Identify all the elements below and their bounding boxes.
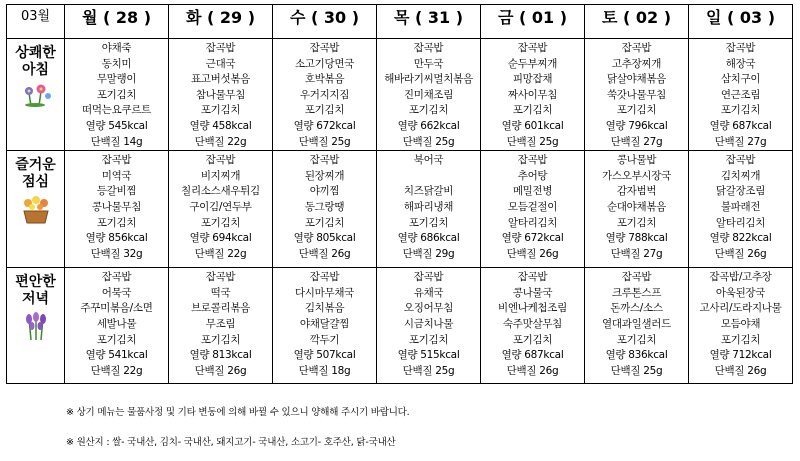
menu-item: 알타리김치 [507,216,558,229]
menu-item: 포기김치 [616,104,657,117]
calorie-value: 열량 601kcal [501,119,564,132]
menu-item [377,169,480,185]
menu-item: 잡곡밥 [101,154,132,167]
protein-value: 단백질 29g [402,247,455,260]
calorie-value: 열량 662kcal [397,119,460,132]
menu-cell [65,268,169,384]
menu-item: 포기김치 [200,216,241,229]
protein-value: 단백질 26g [506,247,559,260]
menu-item: 모듬겉절이 [507,200,558,213]
menu-item: 포기김치 [96,216,137,229]
flower-pot-icon [7,195,64,229]
day-header-sun: 일 ( 03 ) [689,5,793,39]
menu-item: 포기김치 [512,333,553,346]
protein-value: 단백질 25g [402,364,455,377]
meal-label-line: 아침 [21,62,50,78]
menu-item: 구이김/연두부 [189,200,252,213]
menu-item: 포기김치 [408,333,449,346]
menu-item: 포기김치 [408,104,449,117]
menu-item: 포기김치 [512,104,553,117]
menu-item: 메밀전병 [512,185,553,198]
header-row [7,5,793,39]
menu-item: 주꾸미볶음/소면 [80,302,153,315]
menu-cell [689,39,793,151]
menu-item: 불파래전 [720,200,761,213]
menu-cell [585,39,689,151]
menu-item: 콩나물국 [512,286,553,299]
menu-item: 야채죽 [101,42,132,54]
calorie-value: 열량 694kcal [189,232,252,245]
menu-cell [273,39,377,151]
menu-item: 비엔나케첩조림 [498,302,567,315]
calorie-value: 열량 836kcal [605,349,668,362]
menu-item: 우거지지짐 [299,88,350,101]
protein-value: 단백질 27g [714,135,767,148]
menu-item: 유채국 [413,286,444,299]
menu-cell [273,151,377,268]
menu-cell [585,268,689,384]
protein-value: 단백질 27g [610,247,663,260]
menu-item: 잡곡밥 [517,42,548,54]
protein-value: 단백질 26g [194,364,247,377]
menu-item: 잡곡밥 [621,42,652,54]
menu-item: 가스오부시장국 [602,169,671,182]
meal-label-line: 점심 [21,174,50,191]
meal-label-cell [7,268,65,384]
meal-label-cell [7,151,65,268]
calorie-value: 열량 515kcal [397,349,460,362]
menu-item: 콩나물무침 [91,200,142,213]
menu-item: 잡곡밥 [309,154,340,167]
menu-item: 야채달걀찜 [299,317,350,330]
origin-note: ※ 원산지 : 쌀- 국내산, 김치- 국내산, 돼지고기- 국내산, 소고기- 호주산, 닭-국내산 [66,437,396,448]
meal-row-2 [7,151,793,268]
protein-value: 단백질 25g [610,364,663,377]
menu-item: 알타리김치 [715,216,766,229]
protein-value: 단백질 22g [194,135,247,148]
menu-item: 잡곡밥 [309,271,340,284]
menu-item: 등갈비찜 [96,185,137,198]
menu-item: 잡곡밥 [413,42,444,54]
calorie-value: 열량 545kcal [85,119,148,132]
calorie-value: 열량 822kcal [709,232,772,245]
menu-item: 모듬야채 [720,317,761,330]
menu-item: 잡곡밥 [205,42,236,54]
menu-item: 포기김치 [408,216,449,229]
menu-item: 해파리냉채 [403,200,454,213]
menu-cell [377,39,481,151]
menu-item: 잡곡밥 [205,154,236,167]
menu-item: 소고기당면국 [294,57,355,70]
menu-cell [169,39,273,151]
menu-item: 닭갈장조림 [715,185,766,198]
lavender-icon [7,312,64,346]
calorie-value: 열량 458kcal [189,119,252,132]
menu-item: 잡곡밥 [725,154,756,167]
menu-item: 잡곡밥/고추장 [709,271,772,284]
menu-cell [481,39,585,151]
calorie-value: 열량 856kcal [85,232,148,245]
menu-item: 세발나물 [96,317,137,330]
protein-value: 단백질 25g [402,135,455,148]
protein-value: 단백질 26g [506,364,559,377]
menu-item: 순대야채볶음 [606,200,667,213]
menu-item: 포기김치 [200,333,241,346]
menu-item: 포기김치 [96,333,137,346]
menu-cell [169,268,273,384]
protein-value: 단백질 18g [298,364,351,377]
menu-item: 피망잡채 [512,73,553,86]
day-header-wed: 수 ( 30 ) [273,5,377,39]
calorie-value: 열량 788kcal [605,232,668,245]
menu-item: 호박볶음 [304,73,345,86]
menu-item: 포기김치 [96,88,137,101]
calorie-value: 열량 687kcal [709,119,772,132]
meal-row-3 [7,268,793,384]
menu-item: 무말랭이 [96,73,137,86]
menu-item: 칠리소스새우튀김 [181,185,260,198]
menu-item: 표고버섯볶음 [190,73,251,86]
menu-item: 연근조림 [720,88,761,101]
menu-item: 근대국 [205,57,236,70]
menu-item: 동그랑땡 [304,200,345,213]
menu-item: 콩나물밥 [616,154,657,167]
menu-item: 깍두기 [309,333,340,346]
menu-item: 시금치나물 [403,317,454,330]
meal-label [7,268,64,308]
menu-item: 포기김치 [616,216,657,229]
menu-cell [169,151,273,268]
calorie-value: 열량 541kcal [85,349,148,362]
menu-item: 포기김치 [304,216,345,229]
menu-item: 떠먹는요쿠르트 [82,104,151,117]
menu-item: 야끼찜 [309,185,340,198]
calorie-value: 열량 712kcal [709,349,772,362]
menu-item: 고추장찌개 [611,57,662,70]
protein-value: 단백질 22g [194,247,247,260]
menu-item: 순두부찌개 [507,57,558,70]
menu-item: 참나물무침 [195,88,246,101]
calorie-value: 열량 672kcal [501,232,564,245]
menu-item: 잡곡밥 [101,271,132,284]
menu-item: 포기김치 [720,333,761,346]
menu-item: 치즈닭갈비 [403,185,454,198]
flower-icon [7,83,64,111]
menu-item: 포기김치 [200,104,241,117]
menu-item: 떡국 [210,286,231,299]
calorie-value: 열량 672kcal [293,119,356,132]
menu-item: 잡곡밥 [517,271,548,284]
calorie-value: 열량 686kcal [397,232,460,245]
menu-item: 미역국 [101,169,132,182]
menu-item: 북어국 [413,154,444,167]
meal-label-line: 즐거운 [15,157,56,174]
menu-item: 쑥갓나물무침 [606,88,667,101]
menu-cell [481,268,585,384]
day-header-tue: 화 ( 29 ) [169,5,273,39]
menu-cell [273,268,377,384]
menu-item: 해장국 [725,57,756,70]
menu-item: 잡곡밥 [413,271,444,284]
menu-item: 포기김치 [616,333,657,346]
menu-item: 포기김치 [304,104,345,117]
menu-item: 아욱된장국 [715,286,766,299]
menu-item: 된장찌개 [304,169,345,182]
menu-item: 잡곡밥 [205,271,236,284]
meal-label-cell [7,39,65,151]
menu-cell [65,39,169,151]
weekly-menu-table [6,4,793,384]
menu-item: 잡곡밥 [621,271,652,284]
protein-value: 단백질 32g [90,247,143,260]
menu-item: 김치볶음 [304,302,345,315]
menu-item: 김치찌개 [720,169,761,182]
meal-label [7,39,64,79]
menu-item: 다시마무채국 [294,286,355,299]
meal-label-line: 상쾌한 [15,45,56,61]
menu-item: 숙주맛살무침 [502,317,563,330]
menu-item: 오징어무침 [403,302,454,315]
protein-value: 단백질 22g [90,364,143,377]
menu-cell [377,268,481,384]
menu-cell [689,151,793,268]
day-header-fri: 금 ( 01 ) [481,5,585,39]
menu-item: 해바라기씨멸치볶음 [384,73,473,86]
calorie-value: 열량 796kcal [605,119,668,132]
menu-item: 고사리/도라지나물 [699,302,782,315]
menu-item: 추어탕 [517,169,548,182]
calorie-value: 열량 507kcal [293,349,356,362]
menu-item: 무조림 [205,317,236,330]
calorie-value: 열량 813kcal [189,349,252,362]
menu-item: 비지찌개 [200,169,241,182]
menu-item: 만두국 [413,57,444,70]
menu-item: 짜사이무침 [507,88,558,101]
menu-item: 진미채조림 [403,88,454,101]
protein-value: 단백질 26g [298,247,351,260]
menu-item: 잡곡밥 [309,42,340,54]
day-header-mon: 월 ( 28 ) [65,5,169,39]
protein-value: 단백질 25g [506,135,559,148]
day-header-sat: 토 ( 02 ) [585,5,689,39]
meal-row-1 [7,39,793,151]
menu-item: 열대과일샐러드 [602,317,671,330]
menu-item: 잡곡밥 [517,154,548,167]
protein-value: 단백질 26g [714,364,767,377]
menu-cell [481,151,585,268]
protein-value: 단백질 27g [610,135,663,148]
menu-item: 감자범벅 [616,185,657,198]
menu-cell [377,151,481,268]
menu-cell [585,151,689,268]
meal-label-line: 저녁 [21,291,50,308]
meal-label [7,151,64,191]
menu-item: 닭살야채볶음 [606,73,667,86]
protein-value: 단백질 14g [90,135,143,148]
protein-value: 단백질 25g [298,135,351,148]
menu-change-note: ※ 상기 메뉴는 물품사정 및 기타 변동에 의해 바뀔 수 있으니 양해해 주시기 바랍니다. [66,407,410,418]
menu-item: 동치미 [101,57,132,70]
menu-item: 포기김치 [720,104,761,117]
calorie-value: 열량 687kcal [501,349,564,362]
menu-cell [689,268,793,384]
menu-item: 삼치구이 [720,73,761,86]
protein-value: 단백질 26g [714,247,767,260]
day-header-thu: 목 ( 31 ) [377,5,481,39]
menu-item: 브로콜리볶음 [190,302,251,315]
menu-item: 크루톤스프 [611,286,662,299]
menu-item: 잡곡밥 [725,42,756,54]
meal-label-line: 편안한 [15,274,56,291]
menu-item: 어묵국 [101,286,132,299]
month-header: 03월 [7,5,65,39]
calorie-value: 열량 805kcal [293,232,356,245]
menu-item: 돈까스/소스 [610,302,663,315]
menu-cell [65,151,169,268]
